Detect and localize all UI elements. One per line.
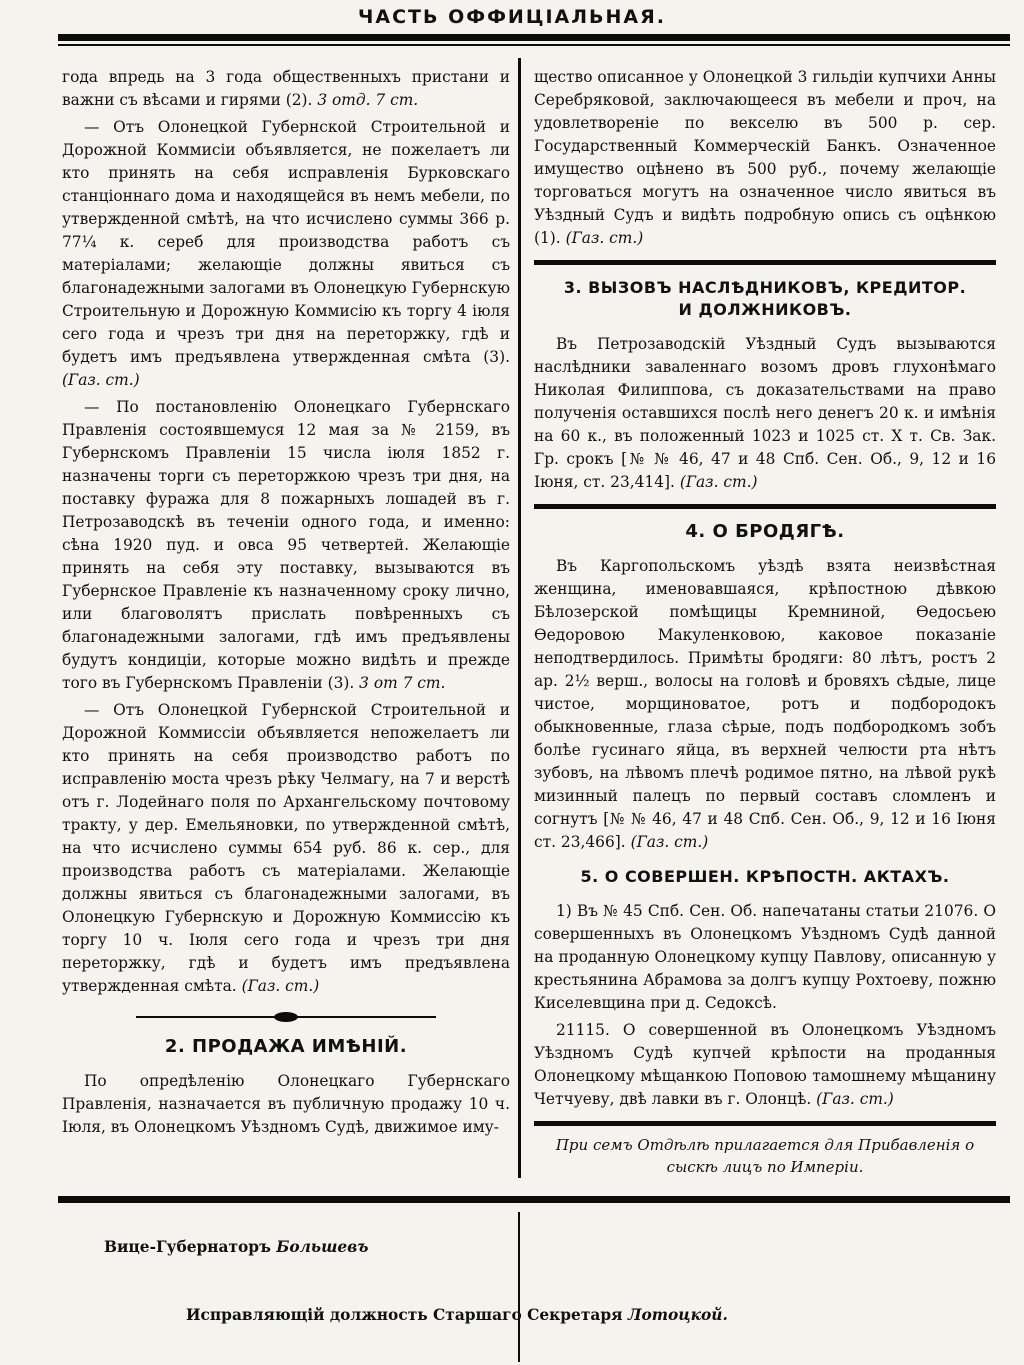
notice-ref: 3 отд. 7 ст. bbox=[317, 91, 419, 109]
notice-ref: (Газ. ст.) bbox=[679, 473, 758, 491]
footer-column-divider bbox=[518, 1212, 520, 1362]
right-column bbox=[534, 66, 996, 1178]
appendix-note: При семъ Отдѣлѣ прилагается для Прибавленія о сыскѣ лицъ по Имперіи. bbox=[555, 1136, 975, 1176]
column-divider bbox=[518, 58, 521, 1178]
notice-chelmaga-bridge: — Отъ Олонецкой Губернской Строительной и Дорожной Коммиссіи объявляется непожелаетъ ли кто принять на себя производство работъ по исправленію моста чрезъ рѣку Челмагу, на 7 и верстѣ отъ г. Лодейнаго поля по Архангельскому почтовому тракту, у дер. Емельяновки, по утвержденной смѣтѣ, на что исчислено суммы 654 руб. 86 к. сер., для производства работъ съ матеріалами. Желающіе должны явиться съ благонадежными залогами, въ Олонецкую Губернскую и Дорожную Коммиссію къ торгу 10 ч. Іюля сего года и чрезъ три дня переторжку, гдѣ и будетъ имъ предъявлена утвержденная смѣта. (Газ. ст.) bbox=[62, 701, 510, 995]
notice-serebryakova: щество описанное у Олонецкой 3 гильдіи купчихи Анны Серебряковой, заключающееся въ мебели и проч, на удовлетвореніе по векселю въ 500 р. сер. Государственный Коммерческій Банкъ. Означенное имущество оцѣнено въ 500 руб., почему желающіе торговаться могутъ на означенное число явиться въ Уѣздный Судъ и видѣть подробную опись съ оцѣнкою (1). (Газ. ст.) bbox=[534, 68, 996, 247]
section-2-heading: 2. ПРОДАЖА ИМѢНІЙ. bbox=[164, 1036, 408, 1057]
notice-burkovo-station: — Отъ Олонецкой Губернской Строительной и Дорожной Коммисіи объявляется, не пожелаетъ ли кто принять на себя исправленія Бурковскаго станціоннаго дома и находящейся въ немъ мебели, по утвержденной смѣтѣ, на что исчислено суммы 366 р. 77¼ к. сереб для производства работъ съ матеріалами; желающіе должны явиться съ благонадежными залогами въ Олонецкую Губернскую Строительную и Дорожную Коммисію къ торгу 4 іюля сего года и чрезъ три дня на переторжку, гдѣ и будетъ имъ предъявлена утвержденная смѣта (3). (Газ. ст.) bbox=[62, 118, 510, 389]
section-ornament bbox=[136, 1012, 436, 1022]
vice-governor-name: Большевъ bbox=[276, 1238, 369, 1256]
secretary-name: Лотоцкой. bbox=[627, 1306, 728, 1324]
notice-ref: (Газ. ст.) bbox=[630, 833, 709, 851]
notice-fodder-supply: — По постановленію Олонецкаго Губернскаго Правленія состоявшемуся 12 мая за № 2159, въ Губернскомъ Правленіи 15 числа іюля 1852 г. назначены торги съ переторжкою чрезъ три дня, на поставку фуража для 8 пожарныхъ лошадей въ г. Петрозаводскѣ въ теченіи одного года, и именно: сѣна 1920 пуд. и овса 95 четвертей. Желающіе принять на себя эту поставку, вызываются въ Губернское Правленіе къ назначенному сроку лично, или благоволятъ прислать повѣренныхъ съ благонадежными залогами, гдѣ имъ предъявлены будутъ кондиціи, которые можно видѣть и прежде того въ Губернскомъ Правленіи (3). 3 от 7 ст. bbox=[62, 398, 510, 692]
notice-scales: года впредь на 3 года общественныхъ пристани и важни съ вѣсами и гирями (2). 3 отд. 7 ст. bbox=[62, 68, 510, 109]
secretary-signature: Исправляющій должность Старшаго Секретаря Лотоцкой. bbox=[186, 1306, 728, 1324]
notice-deed-21076: 1) Въ № 45 Спб. Сен. Об. напечатаны статьи 21076. О совершенныхъ въ Олонецкомъ Уѣздномъ Судѣ данной на проданную Олонецкому купцу Павлову, описанную у крестьянина Абрамова за долгъ купцу Рохтоеву, пожню Киселевщина при д. Седоксѣ. bbox=[534, 902, 996, 1012]
section-4-heading: 4. О БРОДЯГѢ. bbox=[685, 521, 845, 542]
vice-governor-signature: Вице-Губернаторъ Большевъ bbox=[104, 1238, 369, 1256]
section-rule bbox=[534, 260, 996, 265]
section-rule bbox=[534, 1121, 996, 1126]
notice-ref: (Газ. ст.) bbox=[565, 229, 644, 247]
notice-deed-21115: 21115. О совершенной въ Олонецкомъ Уѣздномъ Уѣздномъ Судѣ купчей крѣпости на проданныя Олонецкому мѣщанкою Поповою тамошнему мѣщанину Четчуеву, двѣ лавки въ г. Олонцѣ. (Газ. ст.) bbox=[534, 1021, 996, 1108]
notice-ref: (Газ. ст.) bbox=[62, 371, 140, 389]
left-column bbox=[62, 66, 510, 1143]
section-rule bbox=[534, 504, 996, 509]
footer-rule-thick bbox=[58, 1196, 1010, 1203]
notice-ref: (Газ. ст.) bbox=[241, 977, 320, 995]
page-header-title: ЧАСТЬ ОФФИЦІАЛЬНАЯ. bbox=[358, 6, 666, 28]
section-3-heading: 3. ВЫЗОВЪ НАСЛѢДНИКОВЪ, КРЕДИТОР. И ДОЛЖНИКОВЪ. bbox=[563, 278, 967, 319]
notice-heirs-summons: Въ Петрозаводскій Уѣздный Судъ вызываются наслѣдники заваленнаго возомъ дровъ глухонѣмаго Николая Филиппова, съ доказательствами на право полученія оставшихся послѣ него денегъ 20 к. и имѣнія на 60 к., въ положенный 1023 и 1025 ст. X т. Св. Зак. Гр. срокъ [№ № 46, 47 и 48 Спб. Сен. Об., 9, 12 и 16 Іюня, ст. 23,414]. (Газ. ст.) bbox=[534, 335, 996, 491]
section-5-heading: 5. О СОВЕРШЕН. КРѢПОСТН. АКТАХЪ. bbox=[580, 867, 950, 886]
notice-property-sale: По опредѣленію Олонецкаго Губернскаго Правленія, назначается въ публичную продажу 10 ч. Іюля, въ Олонецкомъ Уѣздномъ Судѣ, движимое иму- bbox=[62, 1072, 510, 1136]
header-rule-thin bbox=[58, 44, 1010, 46]
notice-ref: (Газ. ст.) bbox=[816, 1090, 894, 1108]
notice-ref: 3 от 7 ст. bbox=[359, 674, 446, 692]
header-rule-thick bbox=[58, 34, 1010, 41]
notice-vagrant: Въ Каргопольскомъ уѣздѣ взята неизвѣстная женщина, именовавшаяся, крѣпостною дѣвкою Бѣлозерской помѣщицы Кремниной, Ѳедосьею Ѳедоровою Макуленковою, каковое показаніе неподтвердилось. Примѣты бродяги: 80 лѣтъ, ростъ 2 ар. 2½ верш., волосы на головѣ и бровяхъ сѣдые, лице чистое, морщиноватое, ротъ и подбородокъ обыкновенные, глаза сѣрые, подъ подбородкомъ зобъ болѣе гусинаго яйца, въ верхней челюсти рта нѣтъ зубовъ, на лѣвомъ плечѣ родимое пятно, на лѣвой рукѣ мизинный палецъ по первый составъ сломленъ и согнутъ [№ № 46, 47 и 48 Спб. Сен. Об., 9, 12 и 16 Іюня ст. 23,466]. (Газ. ст.) bbox=[534, 557, 996, 851]
